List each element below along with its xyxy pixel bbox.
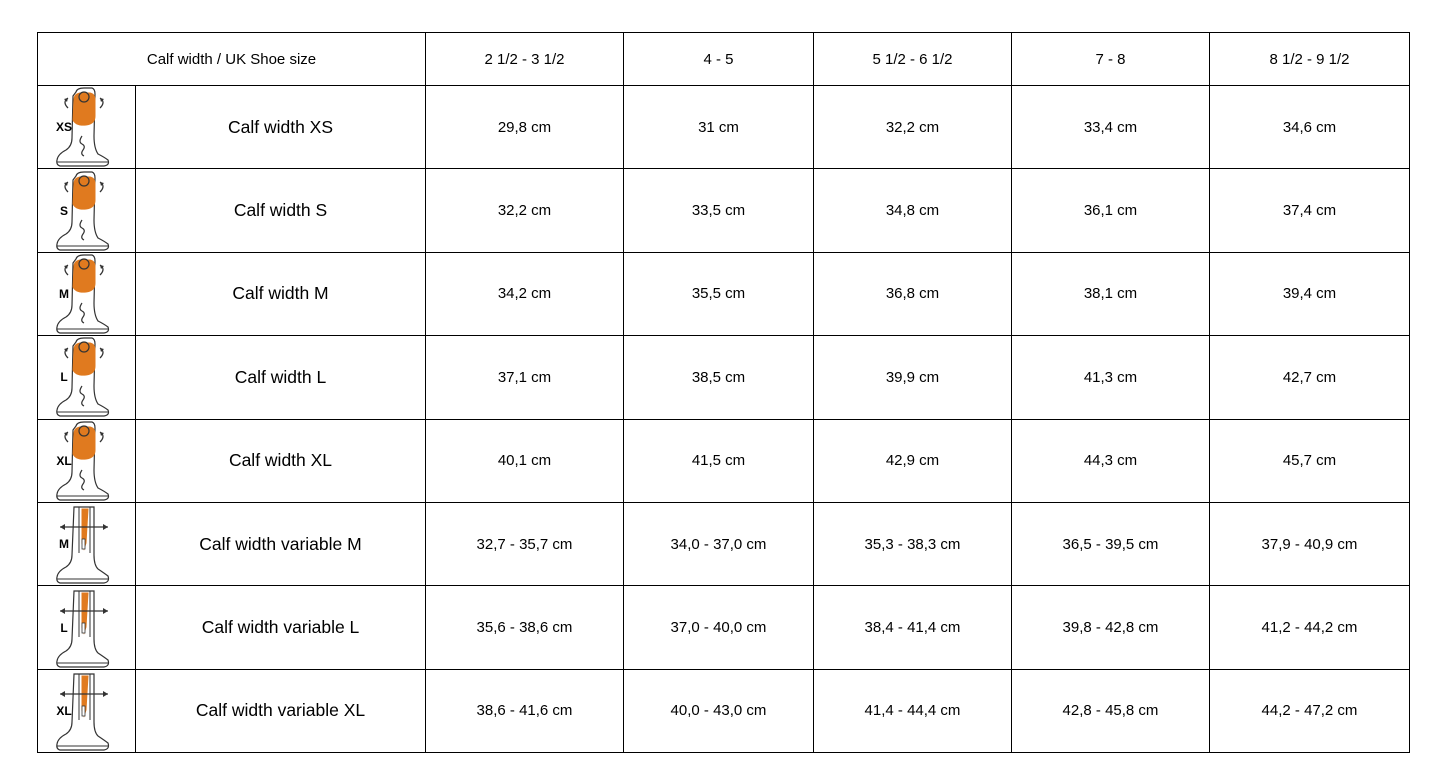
row-label: Calf width variable XL: [136, 669, 426, 752]
boot-icon-cell: [38, 419, 136, 502]
table-cell: 37,4 cm: [1210, 169, 1410, 252]
boot-icon-cell: [38, 586, 136, 669]
boot-icon-cell: [38, 502, 136, 585]
size-letter: L: [60, 370, 68, 385]
table-cell: 37,9 - 40,9 cm: [1210, 502, 1410, 585]
size-letter: XL: [56, 703, 72, 718]
boot-illustration: [38, 86, 135, 168]
table-cell: 35,6 - 38,6 cm: [426, 586, 624, 669]
table-cell: 33,4 cm: [1012, 86, 1210, 169]
table-cell: 38,4 - 41,4 cm: [814, 586, 1012, 669]
table-cell: 35,3 - 38,3 cm: [814, 502, 1012, 585]
column-header-size: 8 1/2 - 9 1/2: [1210, 33, 1410, 86]
boot-icon-cell: [38, 252, 136, 335]
table-cell: 42,7 cm: [1210, 336, 1410, 419]
table-cell: 29,8 cm: [426, 86, 624, 169]
table-cell: 33,5 cm: [624, 169, 814, 252]
table-cell: 37,1 cm: [426, 336, 624, 419]
size-letter: L: [60, 620, 68, 635]
size-chart-table: [37, 32, 1410, 753]
table-cell: 44,2 - 47,2 cm: [1210, 669, 1410, 752]
header-row: [38, 33, 1410, 86]
table-row: [38, 586, 1410, 669]
column-header-size: 5 1/2 - 6 1/2: [814, 33, 1012, 86]
size-letter: S: [59, 203, 68, 218]
table-cell: 37,0 - 40,0 cm: [624, 586, 814, 669]
row-label: Calf width variable M: [136, 502, 426, 585]
table-cell: 38,6 - 41,6 cm: [426, 669, 624, 752]
table-cell: 34,2 cm: [426, 252, 624, 335]
column-header-size: 4 - 5: [624, 33, 814, 86]
table-cell: 40,0 - 43,0 cm: [624, 669, 814, 752]
boot-icon-cell: [38, 169, 136, 252]
table-cell: 38,1 cm: [1012, 252, 1210, 335]
table-row: [38, 419, 1410, 502]
table-cell: 34,8 cm: [814, 169, 1012, 252]
table-row: [38, 169, 1410, 252]
table-cell: 42,9 cm: [814, 419, 1012, 502]
table-row: [38, 669, 1410, 752]
table-row: [38, 502, 1410, 585]
column-header-size: 7 - 8: [1012, 33, 1210, 86]
table-cell: 38,5 cm: [624, 336, 814, 419]
boot-illustration: [38, 503, 135, 585]
row-label: Calf width XL: [136, 419, 426, 502]
table-cell: 32,7 - 35,7 cm: [426, 502, 624, 585]
boot-illustration: [38, 336, 135, 418]
table-cell: 41,5 cm: [624, 419, 814, 502]
table-cell: 44,3 cm: [1012, 419, 1210, 502]
table-cell: 34,0 - 37,0 cm: [624, 502, 814, 585]
table-cell: 32,2 cm: [814, 86, 1012, 169]
row-label: Calf width M: [136, 252, 426, 335]
table-row: [38, 86, 1410, 169]
table-cell: 32,2 cm: [426, 169, 624, 252]
boot-icon-cell: [38, 336, 136, 419]
row-label: Calf width S: [136, 169, 426, 252]
size-letter: M: [59, 286, 69, 301]
table-row: [38, 252, 1410, 335]
table-cell: 35,5 cm: [624, 252, 814, 335]
boot-illustration: [38, 587, 135, 669]
table-row: [38, 336, 1410, 419]
table-cell: 45,7 cm: [1210, 419, 1410, 502]
row-label: Calf width variable L: [136, 586, 426, 669]
corner-header: Calf width / UK Shoe size: [38, 33, 426, 86]
table-cell: 36,1 cm: [1012, 169, 1210, 252]
boot-illustration: [38, 253, 135, 335]
size-letter: XS: [55, 120, 72, 135]
table-cell: 31 cm: [624, 86, 814, 169]
column-header-size: 2 1/2 - 3 1/2: [426, 33, 624, 86]
table-cell: 41,4 - 44,4 cm: [814, 669, 1012, 752]
table-cell: 41,2 - 44,2 cm: [1210, 586, 1410, 669]
table-cell: 39,8 - 42,8 cm: [1012, 586, 1210, 669]
table-cell: 36,5 - 39,5 cm: [1012, 502, 1210, 585]
table-cell: 40,1 cm: [426, 419, 624, 502]
boot-illustration: [38, 670, 135, 752]
table-cell: 36,8 cm: [814, 252, 1012, 335]
table-cell: 39,4 cm: [1210, 252, 1410, 335]
size-letter: XL: [56, 453, 72, 468]
row-label: Calf width XS: [136, 86, 426, 169]
table-cell: 42,8 - 45,8 cm: [1012, 669, 1210, 752]
row-label: Calf width L: [136, 336, 426, 419]
boot-illustration: [38, 170, 135, 252]
boot-icon-cell: [38, 86, 136, 169]
table-cell: 34,6 cm: [1210, 86, 1410, 169]
size-letter: M: [59, 537, 69, 552]
table-cell: 39,9 cm: [814, 336, 1012, 419]
boot-illustration: [38, 420, 135, 502]
boot-icon-cell: [38, 669, 136, 752]
table-cell: 41,3 cm: [1012, 336, 1210, 419]
